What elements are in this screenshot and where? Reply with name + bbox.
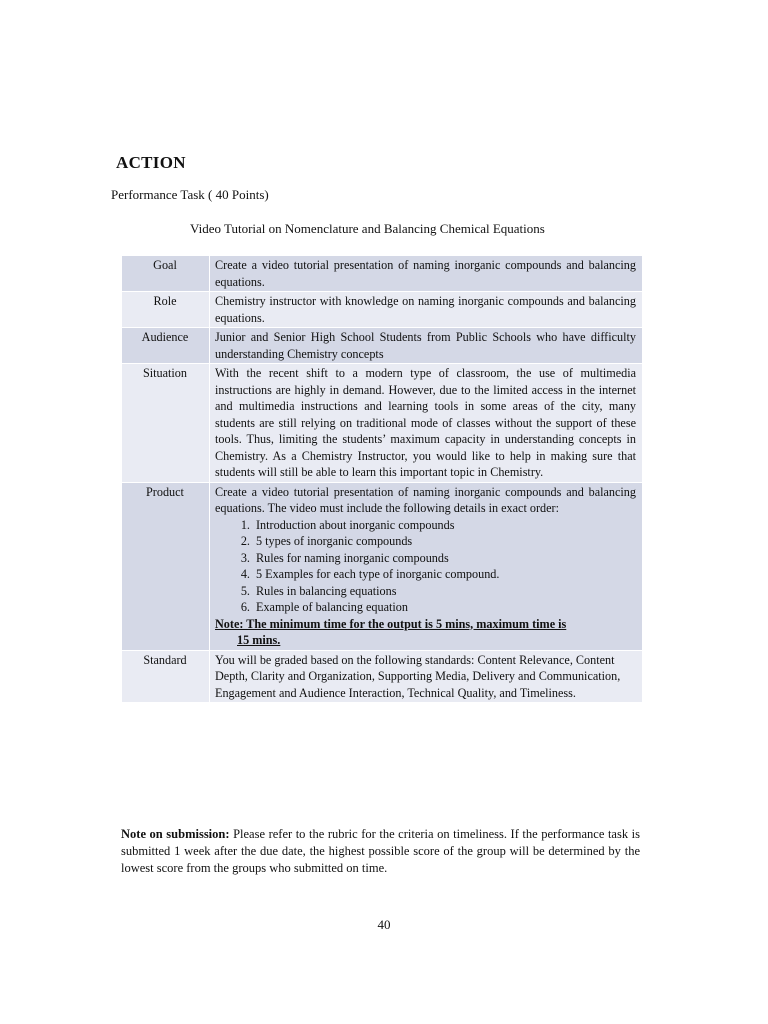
product-intro: Create a video tutorial presentation of naming inorganic compounds and balancing equations. The video must include the following details in exact order: xyxy=(215,484,636,515)
task-title: Video Tutorial on Nomenclature and Balancing Chemical Equations xyxy=(190,221,545,236)
table-row-role xyxy=(122,292,643,328)
table-row-situation xyxy=(122,364,643,483)
submission-note xyxy=(121,826,640,877)
row-label-product: Product xyxy=(122,482,210,650)
table-row-audience xyxy=(122,328,643,364)
row-label-situation: Situation xyxy=(122,364,210,483)
performance-task-label: Performance Task ( 40 Points) xyxy=(111,187,269,202)
grasps-table xyxy=(121,255,643,703)
product-step: 4. 5 Examples for each type of inorganic compound. xyxy=(253,566,636,583)
row-content-role: Chemistry instructor with knowledge on naming inorganic compounds and balancing equations. xyxy=(210,292,643,328)
page-number: 40 xyxy=(377,917,391,932)
section-heading: ACTION xyxy=(116,153,186,172)
row-content-goal: Create a video tutorial presentation of naming inorganic compounds and balancing equations. xyxy=(210,256,643,292)
product-step: 5. Rules in balancing equations xyxy=(253,583,636,600)
table-row-standard xyxy=(122,650,643,703)
product-step: 1. Introduction about inorganic compounds xyxy=(253,517,636,534)
row-label-role: Role xyxy=(122,292,210,328)
row-label-goal: Goal xyxy=(122,256,210,292)
row-content-situation: With the recent shift to a modern type of classroom, the use of multimedia instructions are highly in demand. However, due to the limited access in the internet and multimedia instructions and learning tools in some areas of the city, many students are still relying on traditional mode of classes without the support of these tools. Thus, limiting the students’ maximum capacity in understanding concepts in Chemistry. As a Chemistry Instructor, you would like to help in making sure that students will still be able to learn this important topic in Chemistry. xyxy=(210,364,643,483)
row-content-audience: Junior and Senior High School Students from Public Schools who have difficulty understanding Chemistry concepts xyxy=(210,328,643,364)
table-row-goal xyxy=(122,256,643,292)
product-time-note xyxy=(215,616,636,649)
row-content-standard: You will be graded based on the following standards: Content Relevance, Content Depth, Clarity and Organization, Supporting Media, Delivery and Communication, Engagement and Audience Interaction, Technical Quality, and Timeliness. xyxy=(210,650,643,703)
row-label-audience: Audience xyxy=(122,328,210,364)
product-time-note-line2: 15 mins. xyxy=(237,633,281,647)
row-content-product xyxy=(210,482,643,650)
product-time-note-line1: Note: The minimum time for the output is 5 mins, maximum time is xyxy=(215,616,567,631)
submission-note-text: Please refer to the rubric for the criteria on timeliness. If the performance task is submitted 1 week after the due date, the highest possible score of the group will be determined by the lowest score from the groups who submitted on time. xyxy=(121,827,640,875)
table-row-product xyxy=(122,482,643,650)
product-steps-list xyxy=(215,517,636,616)
product-step: 3. Rules for naming inorganic compounds xyxy=(253,550,636,567)
row-label-standard: Standard xyxy=(122,650,210,703)
product-step: 2. 5 types of inorganic compounds xyxy=(253,533,636,550)
submission-note-label: Note on submission: xyxy=(121,827,230,841)
product-step: 6. Example of balancing equation xyxy=(253,599,636,616)
